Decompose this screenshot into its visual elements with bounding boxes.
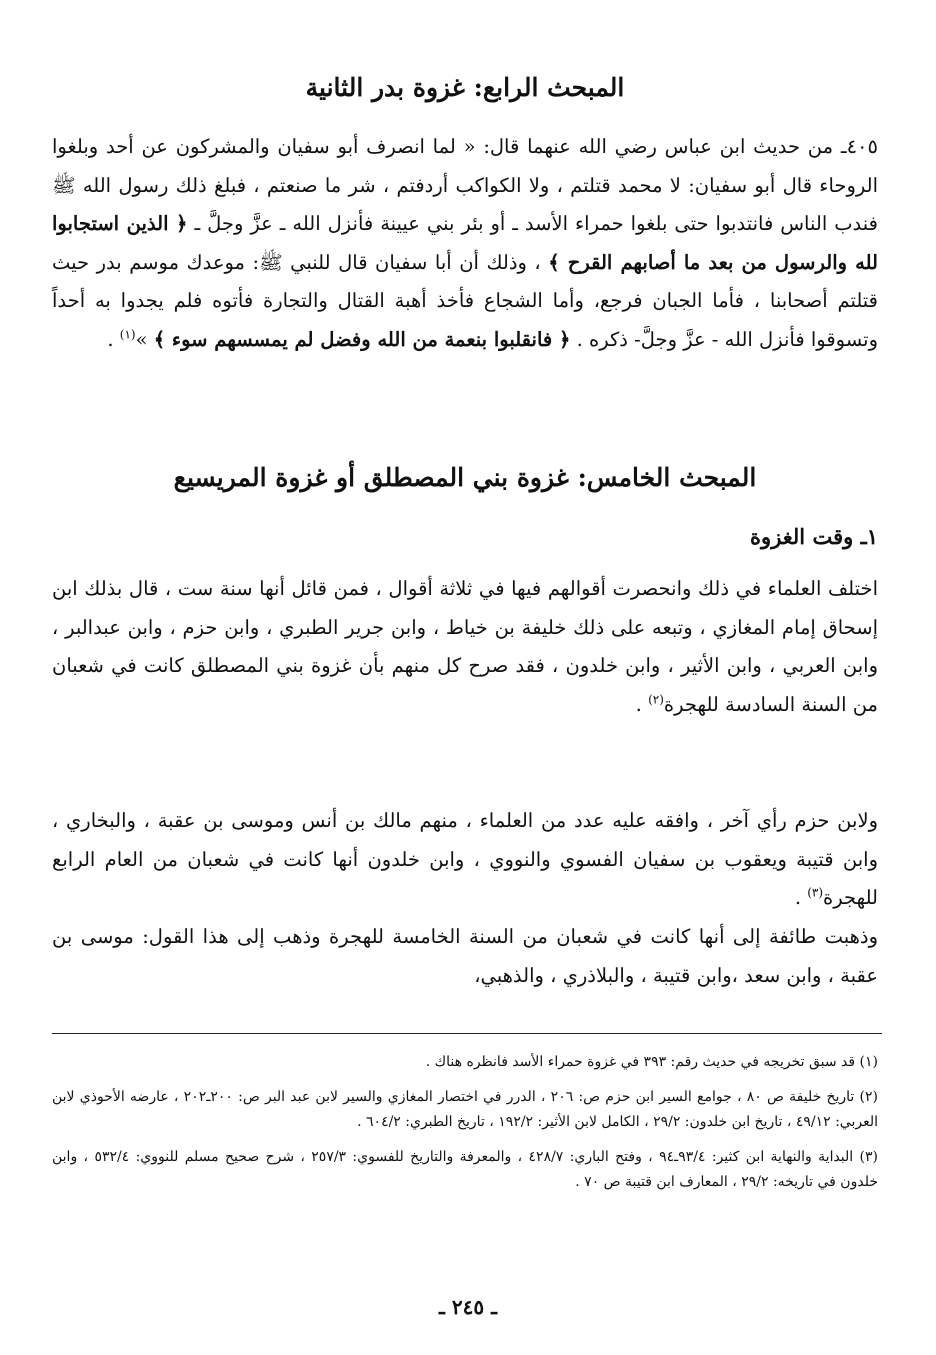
quran-quote-2: ﴿ فانقلبوا بنعمة من الله وفضل لم يمسسهم سوء ﴾	[153, 327, 571, 351]
footnote-ref-2: (٢)	[648, 692, 664, 706]
paragraph-3: وذهبت طائفة إلى أنها كانت في شعبان من السنة الخامسة للهجرة وذهب إلى هذا القول: موسى بن عقبة ، وابن سعد ،وابن قتيبة ، والبلاذري ، والذهبي،	[52, 925, 878, 987]
footnote-2: (٢) تاريخ خليفة ص ٨٠ ، جوامع السير ابن حزم ص: ٢٠٦ ، الدرر في اختصار المغازي والسير لابن عبد البر ص: ٢٠٠ـ٢٠٢ ، عارضه الأحوذي لابن العربي: ٤٩/١٢ ، تاريخ ابن خلدون: ٢٩/٢ ، الكامل لابن الأثير: ١٩٢/٢ ، تاريخ الطبري: ٦٠٤/٢ .	[52, 1089, 878, 1130]
footnote-3: (٣) البداية والنهاية ابن كثير: ٩٣/٤ـ٩٤ ، وفتح الباري: ٤٢٨/٧ ، والمعرفة والتاريخ للفسوي: ٢٥٧/٣ ، شرح صحيح مسلم للنووي: ٥٣٢/٤ ، وابن خلدون في تاريخه: ٢٩/٢ ، المعارف ابن قتيبة ص ٧٠ .	[52, 1149, 879, 1190]
footnote-ref-3: (٣)	[807, 885, 824, 900]
section-5-title: المبحث الخامس: غزوة بني المصطلق أو غزوة المريسيع	[173, 463, 757, 492]
footnote-ref-1: (١)	[119, 327, 136, 341]
footnote-1: (١) قد سبق تخريجه في حديث رقم: ٣٩٣ في غزوة حمراء الأسد فانظره هناك .	[425, 1054, 878, 1070]
paragraph-1	[52, 570, 878, 724]
hadith-number: ٤٠٥ـ	[840, 135, 878, 158]
hadith-close-quote: »	[135, 327, 148, 351]
subsection-title: ١ـ وقت الغزوة	[750, 524, 878, 549]
hadith-text-part-2: ، وذلك أن أبا سفيان قال للنبي ﷺ: موعدك موسم بدر حيث قتلتم أصحابنا ، فأما الجبان فرجع، وأما الشجاع فأخذ أهبة القتال والتجارة فأتوه فلم يجدوا به أحداً وتسوقوا فأنزل الله - عزَّ وجلَّ- ذكره .	[52, 250, 878, 351]
hadith-405-paragraph	[52, 128, 878, 359]
paragraph-2	[52, 802, 878, 918]
paragraph-2-text: ولابن حزم رأي آخر ، وافقه عليه عدد من العلماء ، منهم مالك بن أنس وموسى بن عقبة ، والبخاري ، وابن قتيبة ويعقوب بن سفيان الفسوي والنووي ، وابن خلدون أنها كانت في شعبان من العام الرابع للهجرة	[52, 809, 878, 909]
hadith-text-part-1: من حديث ابن عباس رضي الله عنهما قال: « لما انصرف أبو سفيان والمشركون عن أحد وبلغوا الروحاء قال أبو سفيان: لا محمد قتلتم ، ولا الكواكب أردفتم ، شر ما صنعتم ، فبلغ ذلك رسول الله ﷺ فندب الناس فانتدبوا حتى بلغوا حمراء الأسد ـ أو بئر بني عيينة فأنزل الله ـ عزَّ وجلَّ ـ	[52, 135, 878, 235]
section-4-title: المبحث الرابع: غزوة بدر الثانية	[305, 73, 625, 102]
paragraph-2-end: .	[794, 886, 802, 909]
paragraph-1-text: اختلف العلماء في ذلك وانحصرت أقوالهم فيها في ثلاثة أقوال ، فمن قائل أنها سنة ست ، قال بذلك ابن إسحاق إمام المغازي ، وتبعه على ذلك خليفة بن خياط ، وابن جرير الطبري ، وابن حزم ، وابن عبدالبر ، وابن العربي ، وابن الأثير ، وابن خلدون ، فقد صرح كل منهم بأن غزوة بني المصطلق كانت في شعبان من السنة السادسة للهجرة	[52, 577, 878, 716]
footnotes	[52, 1050, 878, 1205]
paragraph-1-end: .	[635, 692, 642, 716]
hadith-end: .	[107, 327, 114, 351]
footnote-divider	[52, 1033, 882, 1034]
page-number: ـ ٢٤٥ ـ	[439, 1295, 497, 1319]
quran-quote-1: ﴿ الذين استجابوا لله والرسول من بعد ما أصابهم القرح ﴾	[52, 212, 878, 274]
